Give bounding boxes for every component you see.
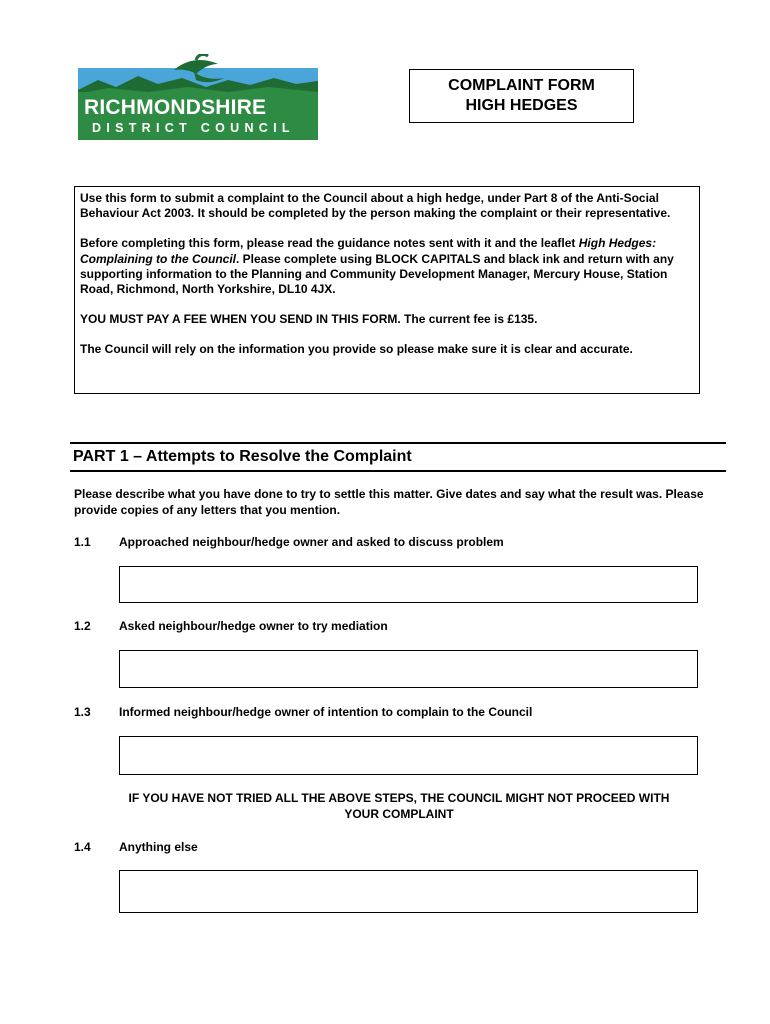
question-number: 1.1 bbox=[74, 535, 91, 549]
answer-field-1-1[interactable] bbox=[119, 566, 698, 603]
intro-paragraph-2-text: Before completing this form, please read the guidance notes sent with it and the leaflet bbox=[80, 236, 579, 251]
warning-line-1: IF YOU HAVE NOT TRIED ALL THE ABOVE STEPS, THE COUNCIL MIGHT NOT PROCEED WITH bbox=[128, 791, 670, 805]
hills-and-bird-icon bbox=[78, 54, 318, 96]
question-number: 1.4 bbox=[74, 840, 91, 854]
intro-paragraph-4: The Council will rely on the information you provide so please make sure it is clear and accurate. bbox=[80, 342, 633, 357]
fee-notice: YOU MUST PAY A FEE WHEN YOU SEND IN THIS FORM. The current fee is £135. bbox=[80, 312, 538, 327]
question-label: Anything else bbox=[119, 840, 198, 854]
answer-field-1-2[interactable] bbox=[119, 650, 698, 688]
leaflet-title: High Hedges: Complaining to the Council bbox=[80, 236, 657, 266]
logo-subtitle: DISTRICT COUNCIL bbox=[92, 121, 295, 135]
form-subtitle: HIGH HEDGES bbox=[465, 97, 578, 114]
question-label: Asked neighbour/hedge owner to try mediation bbox=[119, 619, 388, 633]
form-title-box bbox=[409, 69, 634, 123]
warning-line-2: YOUR COMPLAINT bbox=[344, 807, 454, 821]
answer-field-1-4[interactable] bbox=[119, 870, 698, 913]
form-title: COMPLAINT FORM bbox=[448, 77, 595, 94]
warning-notice bbox=[74, 790, 724, 822]
question-label: Informed neighbour/hedge owner of intention to complain to the Council bbox=[119, 705, 533, 719]
answer-field-1-3[interactable] bbox=[119, 736, 698, 775]
intro-paragraph-2 bbox=[80, 236, 694, 297]
question-label: Approached neighbour/hedge owner and asked to discuss problem bbox=[119, 535, 504, 549]
question-number: 1.3 bbox=[74, 705, 91, 719]
question-number: 1.2 bbox=[74, 619, 91, 633]
part1-heading: PART 1 – Attempts to Resolve the Complaint bbox=[70, 442, 726, 472]
intro-box bbox=[74, 186, 700, 394]
council-logo bbox=[78, 54, 318, 142]
part1-description: Please describe what you have done to try to settle this matter. Give dates and say what the result was. Please provide copies of any letters that you mention. bbox=[74, 487, 704, 517]
logo-name: RICHMONDSHIRE bbox=[84, 96, 267, 119]
intro-paragraph-2-text-end: . Please complete using BLOCK CAPITALS and black ink and return with any supporting information to the Planning and Community Development Manager, Mercury House, Station Road, Richmond, North Yorkshire, DL10 4JX. bbox=[80, 251, 674, 297]
intro-paragraph-1: Use this form to submit a complaint to the Council about a high hedge, under Part 8 of the Anti-Social Behaviour Act 2003. It should be completed by the person making the complaint or their representative. bbox=[80, 191, 671, 221]
